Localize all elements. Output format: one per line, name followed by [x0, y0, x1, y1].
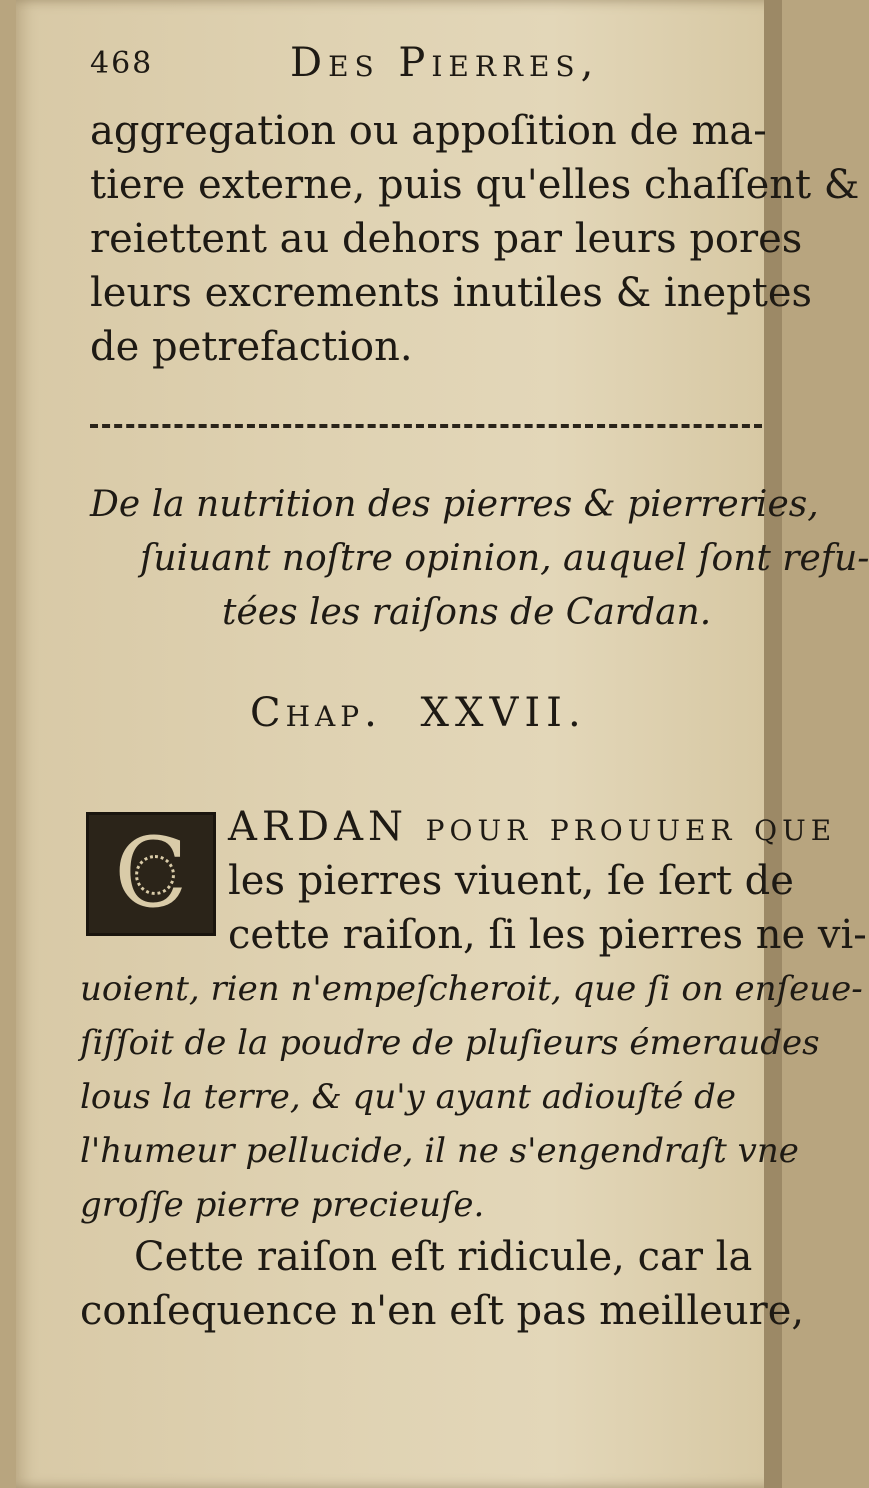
drop-cap-ornament [86, 812, 216, 936]
text-line: les pierres viuent, ſe ſert de [228, 858, 794, 904]
text-line: reiettent au dehors par leurs pores [90, 216, 803, 262]
text-line: leurs excrements inutiles & ineptes [90, 270, 813, 316]
text-line: conſequence n'en eſt pas meilleure, [80, 1288, 805, 1334]
running-head [90, 40, 690, 100]
text-line: aggregation ou appoſition de ma- [90, 108, 767, 154]
text-line: uoient, rien n'empeſcheroit, que ſi on enſeue- [80, 969, 863, 1009]
chapter-number [250, 690, 587, 736]
text-line: tiere externe, puis qu'elles chaſſent & [90, 162, 860, 208]
text-line: Cette raiſon eſt ridicule, car la [134, 1234, 753, 1280]
chapter-heading-line: ſuiuant noſtre opinion, auquel ſont refu- [140, 538, 869, 579]
drop-cap-letter: C [114, 817, 188, 929]
section-divider [90, 424, 762, 428]
chapter-heading-line: De la nutrition des pierres & pierreries, [90, 484, 819, 525]
text-line: lous la terre, & qu'y ayant adiouſté de [80, 1077, 737, 1117]
chapter-heading-line: tées les raiſons de Cardan. [222, 592, 712, 633]
text-line: groſſe pierre precieuſe. [80, 1185, 485, 1225]
chapter-roman: XXVII. [420, 690, 587, 736]
page-number: 468 [90, 46, 154, 81]
chapter-label: Chap. [250, 690, 382, 736]
running-title: Des Pierres, [290, 40, 600, 86]
ornament-icon [135, 855, 175, 895]
text-line: de petrefaction. [90, 324, 413, 370]
text-line: cette raiſon, ſi les pierres ne vi- [228, 912, 867, 958]
text-line: ARDAN pour prouuer que [228, 804, 837, 850]
text-line: l'humeur pellucide, il ne s'engendraſt vne [80, 1131, 799, 1171]
text-line: ſiſſoit de la poudre de pluſieurs émeraudes [80, 1023, 820, 1063]
